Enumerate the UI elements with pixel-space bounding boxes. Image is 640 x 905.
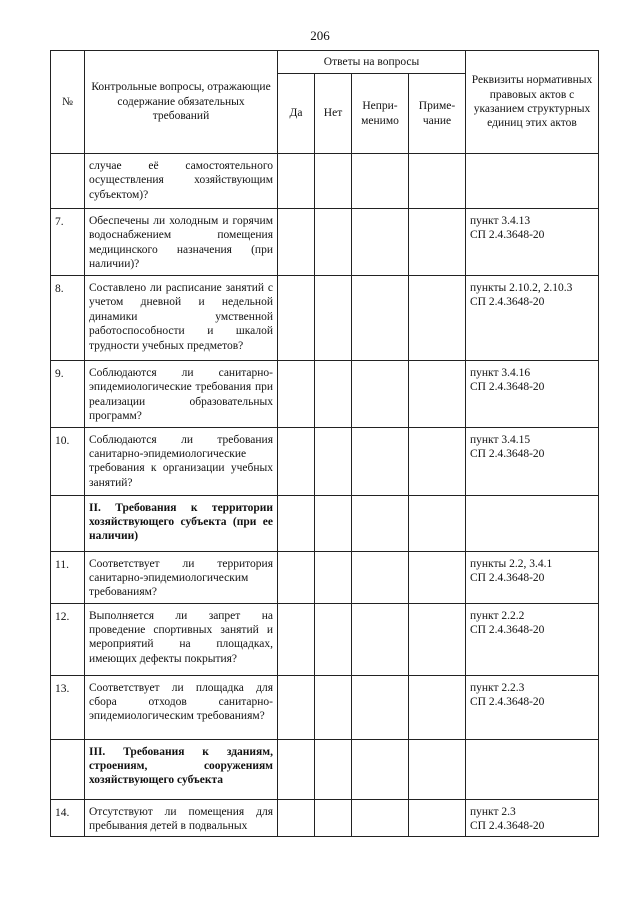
- reference-line: СП 2.4.3648-20: [470, 296, 545, 309]
- answer-note-cell: [409, 154, 466, 209]
- question-text: Соответствует ли территория санитарно-эпидемиологическим требованиям?: [85, 551, 278, 603]
- answer-no-cell: [315, 739, 352, 799]
- answer-note-cell: [409, 276, 466, 361]
- reference-line: пункт 3.4.16: [470, 367, 531, 379]
- row-number: 7.: [51, 209, 85, 276]
- answer-no-cell: [315, 675, 352, 739]
- question-text: Составлено ли расписание занятий с учетом дневной и недельной динамики умственной работоспособности и шкалой трудности учебных предметов?: [85, 276, 278, 361]
- row-number: 12.: [51, 603, 85, 675]
- reference-cell: [466, 495, 599, 551]
- reference-cell: [466, 675, 599, 739]
- section-title: III. Требования к зданиям, строениям, сооружениям хозяйствующего субъекта: [85, 739, 278, 799]
- header-num: №: [51, 51, 85, 154]
- reference-cell: [466, 799, 599, 837]
- answer-note-cell: [409, 675, 466, 739]
- answer-no-cell: [315, 361, 352, 428]
- answer-no-cell: [315, 276, 352, 361]
- answer-no-cell: [315, 603, 352, 675]
- answer-yes-cell: [278, 154, 315, 209]
- answer-yes-cell: [278, 799, 315, 837]
- answer-yes-cell: [278, 739, 315, 799]
- answer-note-cell: [409, 551, 466, 603]
- row-number: 10.: [51, 427, 85, 495]
- table-row: [51, 361, 599, 428]
- question-text: Соответствует ли площадка для сбора отходов санитарно-эпидемиологическим требованиям?: [85, 675, 278, 739]
- question-text: Выполняется ли запрет на проведение спортивных занятий и мероприятий на площадках, имеющих дефекты покрытия?: [85, 603, 278, 675]
- reference-line: СП 2.4.3648-20: [470, 381, 545, 394]
- row-number: 8.: [51, 276, 85, 361]
- answer-yes-cell: [278, 603, 315, 675]
- answer-not-applicable-cell: [352, 276, 409, 361]
- answer-not-applicable-cell: [352, 209, 409, 276]
- answer-note-cell: [409, 427, 466, 495]
- header-reference: Реквизиты нормативных правовых актов с указанием структурных единиц этих актов: [466, 51, 599, 154]
- reference-cell: [466, 276, 599, 361]
- row-number: [51, 495, 85, 551]
- table-row: [51, 276, 599, 361]
- reference-cell: [466, 427, 599, 495]
- answer-no-cell: [315, 154, 352, 209]
- answer-yes-cell: [278, 276, 315, 361]
- answer-note-cell: [409, 799, 466, 837]
- table-row: [51, 427, 599, 495]
- answer-not-applicable-cell: [352, 739, 409, 799]
- header-answer-note: Приме-чание: [409, 74, 466, 154]
- table-body: [51, 154, 599, 837]
- reference-line: пункт 2.3: [470, 805, 516, 818]
- reference-line: пункт 2.2.3: [470, 681, 525, 694]
- page-number: 206: [310, 28, 330, 43]
- reference-line: пункты 2.10.2, 2.10.3: [470, 282, 573, 294]
- answer-not-applicable-cell: [352, 675, 409, 739]
- answer-not-applicable-cell: [352, 361, 409, 428]
- table-row: [51, 551, 599, 603]
- answer-note-cell: [409, 495, 466, 551]
- reference-cell: [466, 739, 599, 799]
- answer-not-applicable-cell: [352, 154, 409, 209]
- reference-line: СП 2.4.3648-20: [470, 820, 545, 832]
- table-row: [51, 603, 599, 675]
- answer-no-cell: [315, 209, 352, 276]
- answer-note-cell: [409, 209, 466, 276]
- section-title: II. Требования к территории хозяйствующего субъекта (при ее наличии): [85, 495, 278, 551]
- header-answer-no: Нет: [315, 74, 352, 154]
- reference-line: пункт 2.2.2: [470, 609, 525, 622]
- reference-line: пункт 3.4.15: [470, 433, 531, 446]
- reference-line: СП 2.4.3648-20: [470, 571, 545, 584]
- reference-line: СП 2.4.3648-20: [470, 229, 545, 242]
- answer-no-cell: [315, 551, 352, 603]
- reference-cell: [466, 603, 599, 675]
- reference-cell: [466, 361, 599, 428]
- answer-not-applicable-cell: [352, 551, 409, 603]
- question-text: Соблюдаются ли требования санитарно-эпидемиологические требования к организации учебных занятий?: [85, 427, 278, 495]
- answer-no-cell: [315, 427, 352, 495]
- question-text: Отсутствуют ли помещения для пребывания детей в подвальных: [85, 799, 278, 837]
- answer-not-applicable-cell: [352, 427, 409, 495]
- question-text: Обеспечены ли холодным и горячим водоснабжением помещения медицинского назначения (при наличии)?: [85, 209, 278, 276]
- question-text: Соблюдаются ли санитарно-эпидемиологические требования при реализации образовательных программ?: [85, 361, 278, 428]
- answer-yes-cell: [278, 551, 315, 603]
- answer-no-cell: [315, 495, 352, 551]
- reference-cell: [466, 551, 599, 603]
- reference-cell: [466, 154, 599, 209]
- table-header: [51, 51, 599, 154]
- reference-line: СП 2.4.3648-20: [470, 624, 545, 636]
- table-row: [51, 209, 599, 276]
- answer-yes-cell: [278, 675, 315, 739]
- table-row: [51, 675, 599, 739]
- section-header-row: [51, 739, 599, 799]
- row-number: 14.: [51, 799, 85, 837]
- reference-line: пункты 2.2, 3.4.1: [470, 557, 553, 570]
- section-header-row: [51, 495, 599, 551]
- header-answer-yes: Да: [278, 74, 315, 154]
- row-number: 13.: [51, 675, 85, 739]
- answer-not-applicable-cell: [352, 799, 409, 837]
- header-answer-not-applicable: Непри-менимо: [352, 74, 409, 154]
- answer-note-cell: [409, 739, 466, 799]
- answer-yes-cell: [278, 427, 315, 495]
- header-answers-group: Ответы на вопросы: [278, 51, 466, 74]
- reference-line: СП 2.4.3648-20: [470, 447, 545, 460]
- row-number: [51, 739, 85, 799]
- reference-line: пункт 3.4.13: [470, 215, 531, 227]
- answer-not-applicable-cell: [352, 603, 409, 675]
- header-question: Контрольные вопросы, отражающие содержание обязательных требований: [85, 51, 278, 154]
- answer-note-cell: [409, 603, 466, 675]
- row-number: 9.: [51, 361, 85, 428]
- checklist-table: [50, 50, 599, 837]
- answer-yes-cell: [278, 495, 315, 551]
- answer-yes-cell: [278, 209, 315, 276]
- row-number: 11.: [51, 551, 85, 603]
- answer-note-cell: [409, 361, 466, 428]
- reference-cell: [466, 209, 599, 276]
- table-row: [51, 154, 599, 209]
- table-row: [51, 799, 599, 837]
- answer-not-applicable-cell: [352, 495, 409, 551]
- question-text: случае её самостоятельного осуществления хозяйствующим субъектом)?: [85, 154, 278, 209]
- row-number: [51, 154, 85, 209]
- reference-line: СП 2.4.3648-20: [470, 696, 545, 708]
- answer-yes-cell: [278, 361, 315, 428]
- answer-no-cell: [315, 799, 352, 837]
